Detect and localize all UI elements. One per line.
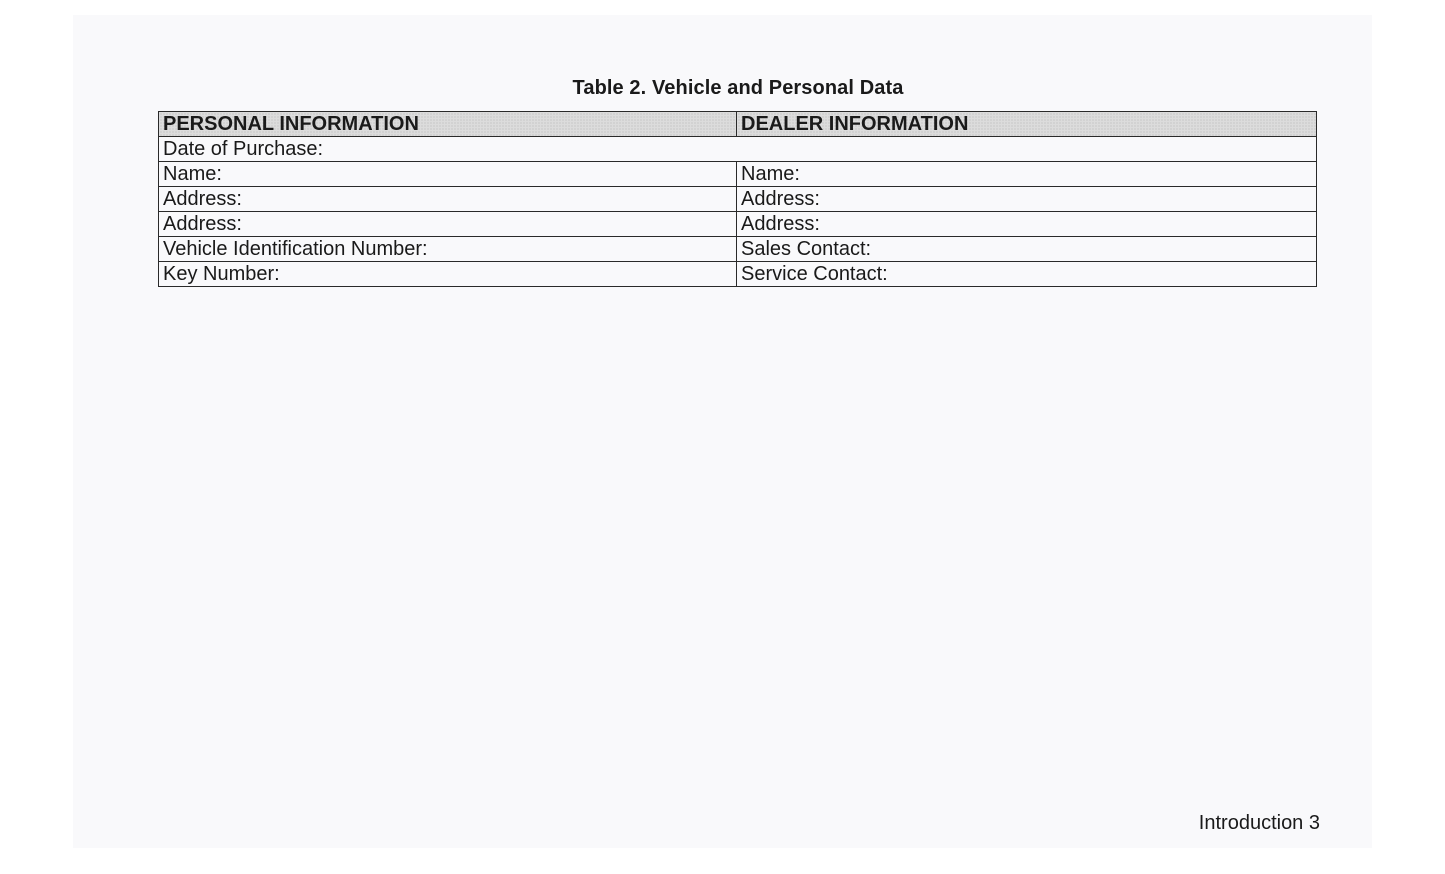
table-header-row bbox=[159, 112, 1317, 137]
personal-name-cell: Name: bbox=[159, 162, 737, 187]
personal-address-2-cell: Address: bbox=[159, 212, 737, 237]
dealer-name-cell: Name: bbox=[737, 162, 1317, 187]
table-row bbox=[159, 162, 1317, 187]
vehicle-personal-data-table bbox=[158, 111, 1317, 287]
table-row bbox=[159, 262, 1317, 287]
dealer-address-cell: Address: bbox=[737, 187, 1317, 212]
table-title: Table 2. Vehicle and Personal Data bbox=[572, 77, 904, 99]
table-row bbox=[159, 137, 1317, 162]
page-footer: Introduction 3 bbox=[1198, 812, 1320, 834]
key-number-cell: Key Number: bbox=[159, 262, 737, 287]
vehicle-identification-number-cell: Vehicle Identification Number: bbox=[159, 237, 737, 262]
header-personal-information: PERSONAL INFORMATION bbox=[159, 112, 737, 137]
service-contact-cell: Service Contact: bbox=[737, 262, 1317, 287]
table-row bbox=[159, 212, 1317, 237]
table-row bbox=[159, 187, 1317, 212]
document-page bbox=[73, 15, 1372, 848]
header-dealer-information: DEALER INFORMATION bbox=[737, 112, 1317, 137]
personal-address-cell: Address: bbox=[159, 187, 737, 212]
dealer-address-2-cell: Address: bbox=[737, 212, 1317, 237]
date-of-purchase-cell: Date of Purchase: bbox=[159, 137, 1317, 162]
table-row bbox=[159, 237, 1317, 262]
sales-contact-cell: Sales Contact: bbox=[737, 237, 1317, 262]
